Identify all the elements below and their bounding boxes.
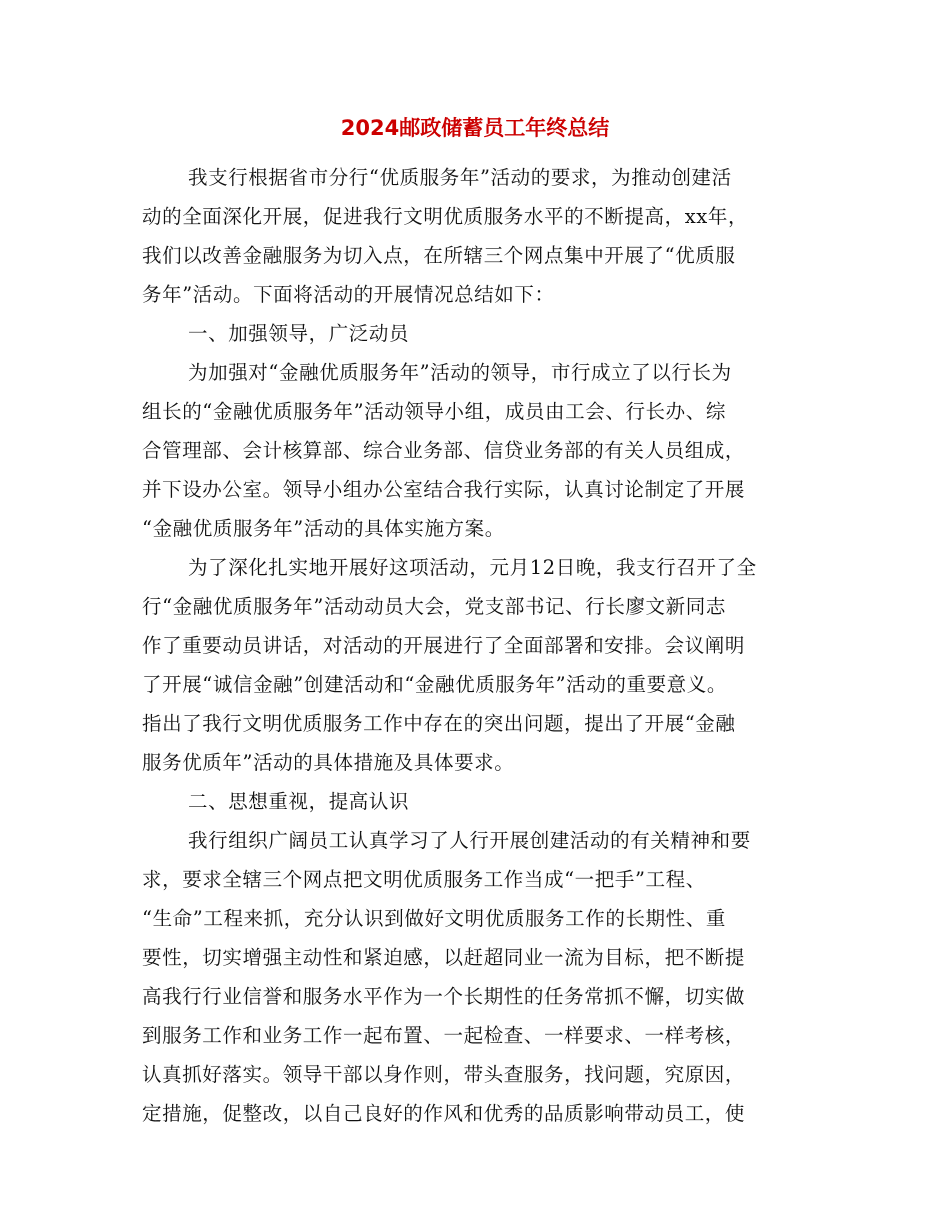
text-line: 到服务工作和业务工作一起布置、一起检查、一样要求、一样考核，: [142, 1024, 746, 1047]
text-line: “生命”工程来抓，充分认识到做好文明优质服务工作的长期性、重: [142, 907, 726, 930]
text-line: 我们以改善金融服务为切入点，在所辖三个网点集中开展了“优质服: [142, 244, 736, 267]
text-line: 合管理部、会计核算部、综合业务部、信贷业务部的有关人员组成，: [142, 439, 746, 462]
text-line: 了开展“诚信金融”创建活动和“金融优质服务年”活动的重要意义。: [142, 673, 727, 696]
text-line: “金融优质服务年”活动的具体实施方案。: [142, 517, 505, 540]
text-line: 二、思想重视，提高认识: [188, 790, 410, 813]
text-line: 组长的“金融优质服务年”活动领导小组，成员由工会、行长办、综: [142, 400, 726, 423]
text-line: 服务优质年”活动的具体措施及具体要求。: [142, 751, 515, 774]
text-line: 作了重要动员讲话，对活动的开展进行了全面部署和安排。会议阐明: [142, 634, 746, 657]
text-line: 行“金融优质服务年”活动动员大会，党支部书记、行长廖文新同志: [142, 595, 726, 618]
text-line: 为了深化扎实地开展好这项活动，元月12日晚，我支行召开了全: [188, 556, 757, 579]
text-line: 务年”活动。下面将活动的开展情况总结如下：: [142, 283, 555, 306]
document-title: 2024邮政储蓄员工年终总结: [340, 116, 610, 140]
text-line: 我行组织广阔员工认真学习了人行开展创建活动的有关精神和要: [188, 829, 751, 852]
text-line: 认真抓好落实。领导干部以身作则，带头查服务，找问题，究原因，: [142, 1063, 746, 1086]
text-line: 一、加强领导，广泛动员: [188, 322, 410, 345]
text-line: 高我行行业信誉和服务水平作为一个长期性的任务常抓不懈，切实做: [142, 985, 746, 1008]
text-line: 求，要求全辖三个网点把文明优质服务工作当成“一把手”工程、: [142, 868, 706, 891]
text-line: 定措施，促整改，以自己良好的作风和优秀的品质影响带动员工，使: [142, 1102, 746, 1125]
text-line: 并下设办公室。领导小组办公室结合我行实际，认真讨论制定了开展: [142, 478, 746, 501]
document-body: [142, 158, 812, 1133]
text-line: 指出了我行文明优质服务工作中存在的突出问题，提出了开展“金融: [142, 712, 736, 735]
text-line: 我支行根据省市分行“优质服务年”活动的要求，为推动创建活: [188, 166, 732, 189]
text-line: 为加强对“金融优质服务年”活动的领导，市行成立了以行长为: [188, 361, 732, 384]
text-line: 要性，切实增强主动性和紧迫感，以赶超同业一流为目标，把不断提: [142, 946, 746, 969]
text-line: 动的全面深化开展，促进我行文明优质服务水平的不断提高，xx年，: [142, 205, 749, 228]
